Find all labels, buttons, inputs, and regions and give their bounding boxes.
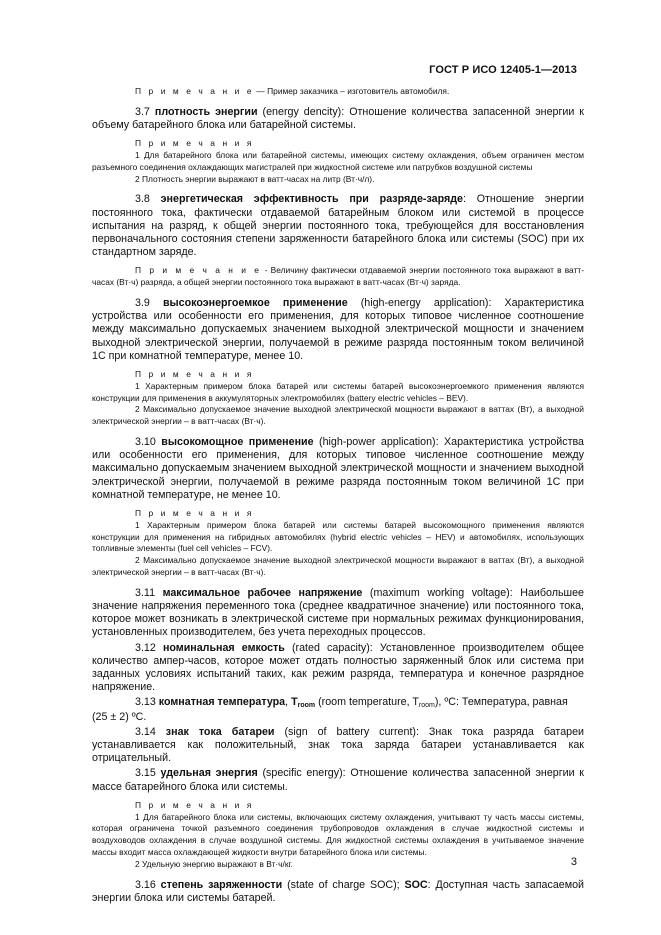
term-3-16: 3.16 степень заряженности (state of charge SOC); SOC: Доступная часть запасаемой энергии блока или системы батарей. bbox=[92, 878, 584, 904]
page-number: 3 bbox=[570, 856, 577, 868]
term-3-15: 3.15 удельная энергия (specific energy): Отношение количества запасенной энергии к массе батарейного блока или системы. bbox=[92, 767, 584, 793]
note-label: П р и м е ч а н и е bbox=[135, 86, 255, 96]
document-header: ГОСТ Р ИСО 12405-1—2013 bbox=[429, 64, 577, 76]
term-3-12: 3.12 номинальная емкость (rated capacity): Установленное производителем общее количество ампер-часов, которое может отдать полностью заряженный блок или система при заданных условиях испытаний таких, как режим разряда, температура и конечное разрядное напряжение. bbox=[92, 641, 584, 694]
term-3-8: 3.8 энергетическая эффективность при разряде-заряде: Отношение энергии постоянного тока, фактически отдаваемой батарейным блоком или системой в процессе испытания на разряд, к общей энергии постоянного тока, требующейся для восстановления первоначального состояния степени заряженности батарейного блока или системы (SOC) при их стандартном заряде. bbox=[92, 193, 584, 259]
notes-3-7: П р и м е ч а н и я 1 Для батарейного блока или батарейной системы, имеющих систему охлаждения, объем ограничен местом разъемного соединения охлаждающих магистралей при жидкостной системе или патрубков воздушной системы 2 Плотность энергии выражают в ватт-часах на литр (Вт·ч/л). bbox=[92, 138, 584, 184]
term-3-13: 3.13 комнатная температура, $T_{room}$ (room temperature, $T_{room}$), ºC: Температура, равная bbox=[135, 696, 568, 710]
term-3-13-cont: (25 ± 2) ºC. bbox=[92, 710, 147, 723]
note-3-8: П р и м е ч а н и е - Величину фактически отдаваемой энергии постоянного тока выражают в ватт-часах (Вт·ч) разряда, а общей энергии постоянного тока выражают в ватт-часах (Вт·ч) заряда. bbox=[92, 265, 584, 288]
term-3-7: 3.7 плотность энергии (energy dencity): Отношение количества запасенной энергии к объему батарейного блока или батарейной системы. bbox=[92, 105, 584, 131]
document-body bbox=[92, 86, 584, 905]
notes-3-15: П р и м е ч а н и я 1 Для батарейного блока или системы, включающих систему охлаждения, учитывают ту часть массы системы, которая ограничена точкой разъемного соединения трубопроводов охлаждения в случае жидкостной системы и воздуховодов охлаждения в случае воздушной системы. Для жидкостной системы охлаждения в учитываемое значение массы входит масса охлаждающей жидкости внутри батарейного блока или системы. 2 Удельную энергию выражают в Вт·ч/кг. bbox=[92, 799, 584, 869]
note-customer: П р и м е ч а н и е — Пример заказчика – изготовитель автомобиля. bbox=[135, 86, 450, 96]
term-3-10: 3.10 высокомощное применение (high-power application): Характеристика устройства или особенности его применения, для которых типовое численное соотношение между максимально допускаемым значением выходной электрической мощности и значением выходной электрической энергии, получаемой в режиме разряда постоянным током величиной 1С при комнатной температуре, не менее 10. bbox=[92, 436, 584, 501]
term-3-11: 3.11 максимальное рабочее напряжение (maximum working voltage): Наибольшее значение напряжения переменного тока (среднее квадратичное значение) или постоянного тока, которое может возникать в электрической системе при нормальных режимах функционирования, установленных производителем, без учета переходных процессов. bbox=[92, 586, 584, 639]
notes-3-9: П р и м е ч а н и я 1 Характерным примером блока батарей или системы батарей высокоэнергоемкого применения являются конструкции для применения в аккумуляторных электромобилях (battery electric vehicles – BEV). 2 Максимально допускаемое значение выходной электрической мощности выражают в ваттах (Вт), а выходной электрической энергии – в ватт-часах (Вт·ч). bbox=[92, 369, 584, 427]
notes-3-10: П р и м е ч а н и я 1 Характерным примером блока батарей или системы батарей высокомощного применения являются конструкции для применения на гибридных автомобилях (hybrid electric vehicles – HEV) и автомобилях, использующих топливные элементы (fuel cell vehicles – FCV). 2 Максимально допускаемое значение выходной электрической мощности выражают в ваттах (Вт), а выходной электрической энергии – в ватт-часах (Вт·ч). bbox=[92, 508, 584, 577]
term-3-14: 3.14 знак тока батареи (sign of battery current): Знак тока разряда батареи устанавливается как положительный, знак тока заряда батареи устанавливается как отрицательный. bbox=[92, 725, 585, 765]
term-3-9: 3.9 высокоэнергоемкое применение (high-energy application): Характеристика устройства или особенности его применения, для которых типовое численное соотношение между максимально допускаемых значением выходной электрической мощности и значением выходной электрической энергии, получаемой в режиме разряда постоянным током величиной 1C при комнатной температуре, менее 10. bbox=[92, 297, 584, 362]
